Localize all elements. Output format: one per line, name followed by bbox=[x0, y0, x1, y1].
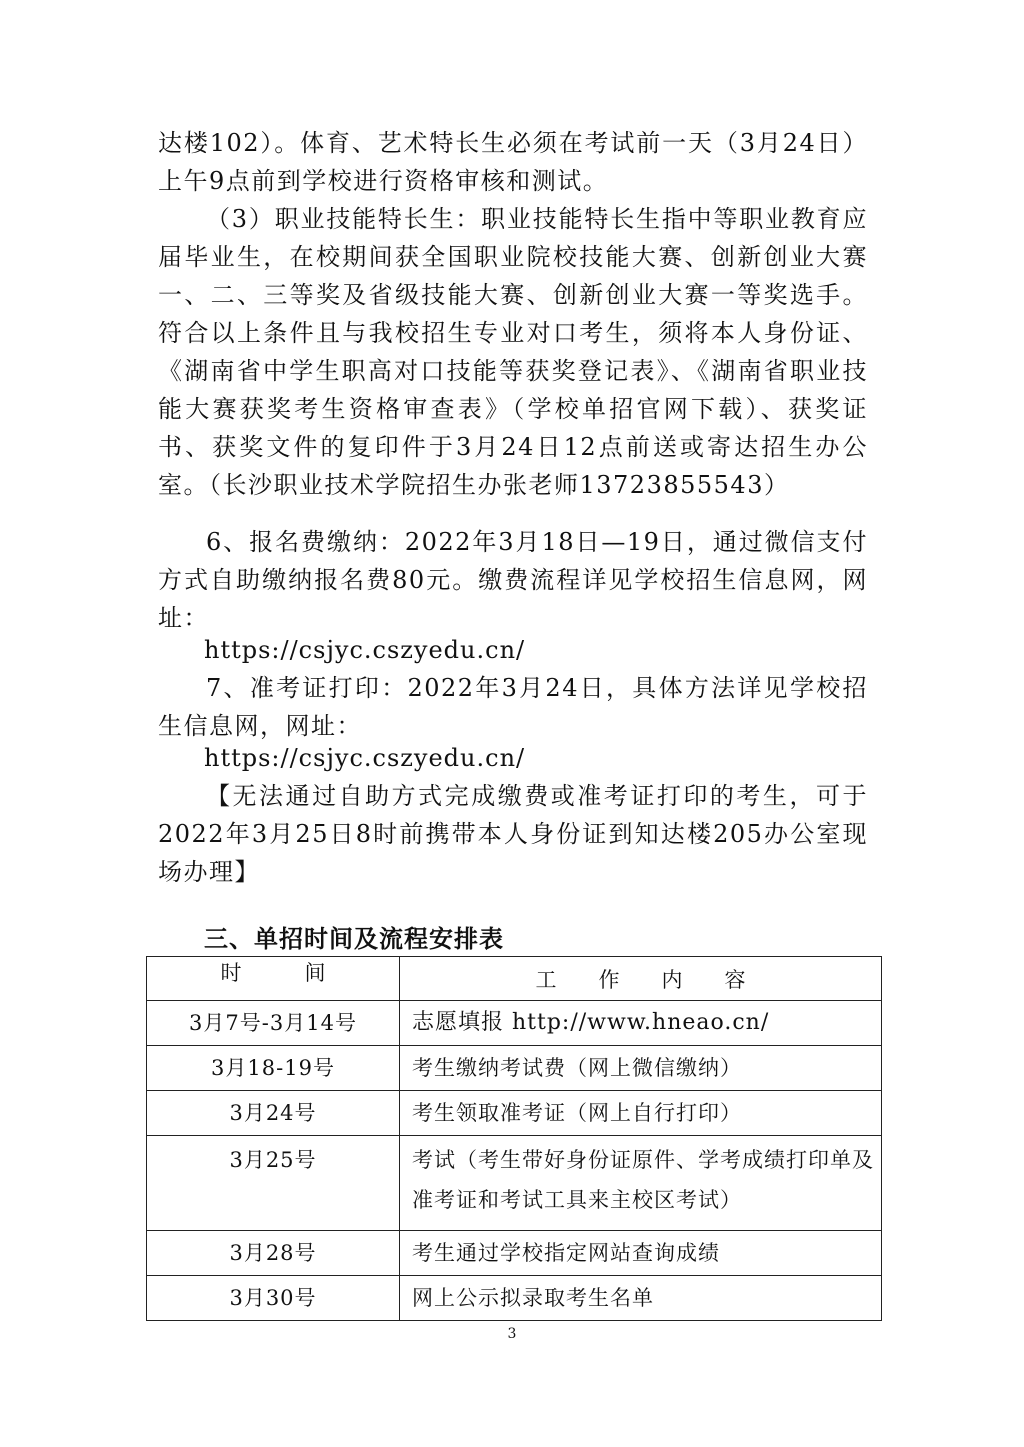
header-time: 时 间 bbox=[147, 957, 400, 1001]
row-time: 3月30号 bbox=[147, 1276, 400, 1321]
table-header-row bbox=[147, 957, 882, 1001]
paragraph-onsite-handling-note: 【无法通过自助方式完成缴费或准考证打印的考生，可于2022年3月25日8时前携带本人身份证到知达楼205办公室现场办理】 bbox=[158, 782, 868, 886]
row-time: 3月28号 bbox=[147, 1231, 400, 1276]
table-row bbox=[147, 1001, 882, 1046]
header-work-content: 工 作 内 容 bbox=[400, 957, 882, 1001]
table-row bbox=[147, 1046, 882, 1091]
row-work: 考试（考生带好身份证原件、学考成绩打印单及准考证和考试工具来主校区考试） bbox=[400, 1136, 882, 1231]
schedule-table bbox=[146, 956, 882, 1321]
table-row bbox=[147, 1276, 882, 1321]
paragraph-admission-ticket: 7、准考证打印：2022年3月24日，具体方法详见学校招生信息网，网址： bbox=[158, 674, 868, 740]
registration-url: https://csjyc.cszyedu.cn/ bbox=[204, 636, 526, 664]
table-row bbox=[147, 1231, 882, 1276]
table-row bbox=[147, 1091, 882, 1136]
row-work: 考生通过学校指定网站查询成绩 bbox=[400, 1231, 882, 1276]
row-time: 3月7号-3月14号 bbox=[147, 1001, 400, 1046]
section-heading-schedule: 三、单招时间及流程安排表 bbox=[204, 925, 504, 953]
paragraph-vocational-skill-specialty: （3）职业技能特长生：职业技能特长生指中等职业教育应届毕业生，在校期间获全国职业院校技能大赛、创新创业大赛一、二、三等奖及省级技能大赛、创新创业大赛一等奖选手。符合以上条件且与我校招生专业对口考生，须将本人身份证、《湖南省中学生职高对口技能等获奖登记表》、《湖南省职业技能大赛获奖考生资格审查表》（学校单招官网下载）、获奖证书、获奖文件的复印件于3月24日12点前送或寄达招生办公室。（长沙职业技术学院招生办张老师13723855543） bbox=[158, 205, 868, 499]
row-work: 考生缴纳考试费（网上微信缴纳） bbox=[400, 1046, 882, 1091]
row-work: 考生领取准考证（网上自行打印） bbox=[400, 1091, 882, 1136]
row-work: 志愿填报 http://www.hneao.cn/ bbox=[400, 1001, 882, 1046]
table-row bbox=[147, 1136, 882, 1231]
admission-ticket-url: https://csjyc.cszyedu.cn/ bbox=[204, 744, 526, 772]
paragraph-art-sports-review: 达楼102）。体育、艺术特长生必须在考试前一天（3月24日）上午9点前到学校进行资格审核和测试。 bbox=[158, 129, 868, 195]
row-time: 3月18-19号 bbox=[147, 1046, 400, 1091]
page-number: 3 bbox=[507, 1326, 517, 1342]
row-work: 网上公示拟录取考生名单 bbox=[400, 1276, 882, 1321]
paragraph-registration-fee: 6、报名费缴纳：2022年3月18日—19日，通过微信支付方式自助缴纳报名费80元。缴费流程详见学校招生信息网，网址： bbox=[158, 528, 868, 632]
row-time: 3月25号 bbox=[147, 1136, 400, 1231]
row-time: 3月24号 bbox=[147, 1091, 400, 1136]
